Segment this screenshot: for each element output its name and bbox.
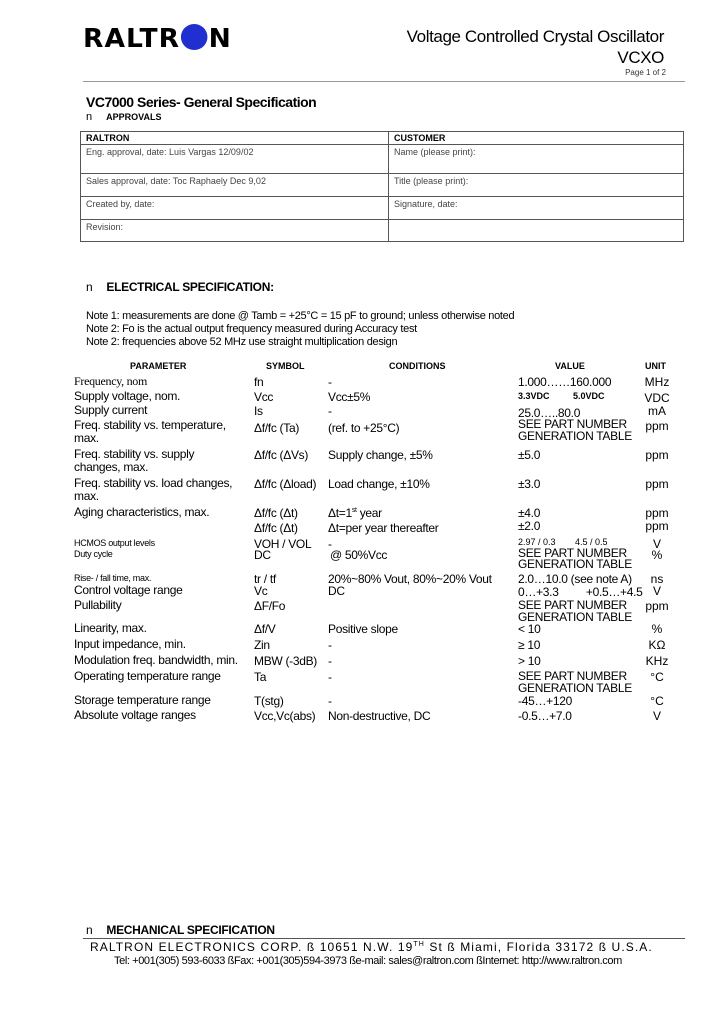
param-aging: Aging characteristics, max. [74, 505, 210, 519]
sym-aging-1: Δf/fc (Δt) [254, 506, 298, 520]
val-aging-1: ±4.0 [518, 506, 541, 520]
param-hcmos: HCMOS output levels [74, 538, 155, 548]
sym-supply-i: Is [254, 404, 263, 418]
table-row [81, 220, 684, 242]
footer-contact: Tel: +001(305) 593-6033 ßFax: +001(305)594-3973 ße-mail: sales@raltron.com ßInternet: http://www.raltron.com [114, 955, 622, 967]
param-rise: Rise- / fall time, max. [74, 573, 152, 583]
table-cell: Signature, date: [389, 197, 684, 220]
val-duty: SEE PART NUMBER GENERATION TABLE [518, 546, 632, 571]
val-supply-v-a: 3.3VDC [518, 391, 550, 401]
doc-header-subtitle: VCXO [617, 48, 664, 67]
page-title: VC7000 Series- General Specification [86, 94, 317, 110]
val-op-temp: SEE PART NUMBER GENERATION TABLE [518, 669, 632, 695]
param-freq-nom: Frequency, nom [74, 374, 148, 388]
cond-rise: 20%~80% Vout, 80%~20% Vout [328, 572, 492, 586]
unit-hcmos: V [652, 537, 661, 551]
val-zin: ≥ 10 [518, 638, 541, 652]
unit-ctrl-v: V [652, 584, 661, 598]
col-unit: UNIT [645, 361, 666, 371]
table-row [81, 197, 684, 220]
param-stab-load: Freq. stability vs. load changes, max. [74, 476, 233, 503]
note-3: Note 2: frequencies above 52 MHz use straight multiplication design [86, 336, 398, 348]
approvals-col-left: RALTRON [81, 132, 389, 145]
val-supply-v-b: 5.0VDC [573, 391, 605, 401]
unit-op-temp: °C [650, 670, 664, 684]
param-st-temp: Storage temperature range [74, 693, 211, 707]
col-value: VALUE [555, 361, 585, 371]
cond-zin: - [328, 638, 332, 652]
cond-stab-temp: (ref. to +25°C) [328, 421, 400, 435]
cond-aging-2: Δt=per year thereafter [328, 521, 439, 535]
table-cell: Name (please print): [389, 145, 684, 174]
sym-stab-supply: Δf/fc (ΔVs) [254, 448, 309, 462]
unit-pull: ppm [645, 599, 669, 613]
approvals-heading: n APPROVALS [86, 111, 162, 123]
sym-rise: tr / tf [254, 572, 276, 586]
val-freq-nom: 1.000……160.000 [518, 375, 612, 389]
param-stab-temp: Freq. stability vs. temperature, max. [74, 418, 226, 445]
cond-aging-1: Δt=1st year [328, 506, 382, 520]
doc-header-title: Voltage Controlled Crystal Oscillator [406, 27, 664, 46]
sym-supply-v: Vcc [254, 390, 274, 404]
cond-op-temp: - [328, 670, 332, 684]
cond-abs-v: Non-destructive, DC [328, 709, 431, 723]
cond-stab-load: Load change, ±10% [328, 477, 430, 491]
param-pull: Pullability [74, 598, 122, 612]
sym-pull: ΔF/Fo [254, 599, 286, 613]
val-mbw: > 10 [518, 654, 541, 668]
cond-st-temp: - [328, 694, 332, 708]
val-rise: 2.0…10.0 (see note A) [518, 572, 632, 586]
note-1: Note 1: measurements are done @ Tamb = +25°C = 15 pF to ground; unless otherwise noted [86, 310, 515, 322]
approvals-header-row [81, 132, 684, 145]
col-symbol: SYMBOL [266, 361, 305, 371]
cond-ctrl-v: DC [328, 584, 345, 598]
sym-duty: DC [254, 548, 271, 562]
val-pull: SEE PART NUMBER GENERATION TABLE [518, 598, 632, 624]
raltron-logo [83, 24, 231, 54]
cond-linear: Positive slope [328, 622, 398, 636]
unit-supply-i: mA [648, 404, 666, 418]
unit-linear: % [651, 622, 663, 636]
cond-supply-i: - [328, 404, 332, 418]
val-stab-supply: ±5.0 [518, 448, 541, 462]
note-2: Note 2: Fo is the actual output frequency measured during Accuracy test [86, 323, 417, 335]
cond-supply-v: Vcc±5% [328, 390, 371, 404]
mechanical-heading: n MECHANICAL SPECIFICATION [86, 923, 275, 937]
cond-freq-nom: - [328, 375, 332, 389]
unit-stab-supply: ppm [645, 448, 669, 462]
logo-text: RALTR N [83, 24, 232, 54]
val-stab-load: ±3.0 [518, 477, 541, 491]
unit-aging-2: ppm [645, 519, 669, 533]
table-cell: Revision: [81, 220, 389, 242]
unit-stab-load: ppm [645, 477, 669, 491]
logo-circle-icon [181, 24, 208, 50]
sym-st-temp: T(stg) [254, 694, 284, 708]
sym-mbw: MBW (-3dB) [254, 654, 318, 668]
unit-supply-v: VDC [644, 391, 670, 405]
sym-aging-2: Δf/fc (Δt) [254, 521, 298, 535]
sym-hcmos: VOH / VOL [254, 537, 312, 551]
param-supply-v: Supply voltage, nom. [74, 389, 181, 403]
param-stab-supply: Freq. stability vs. supply changes, max. [74, 447, 195, 474]
param-duty: Duty cycle [74, 549, 113, 559]
footer-divider [83, 938, 685, 939]
val-hcmos-b: 4.5 / 0.5 [575, 537, 608, 547]
page-info: Page 1 of 2 [625, 68, 666, 77]
unit-st-temp: °C [650, 694, 664, 708]
val-st-temp: -45…+120 [518, 694, 572, 708]
sym-ctrl-v: Vc [254, 584, 268, 598]
cond-duty: @ 50%Vcc [330, 548, 388, 562]
param-ctrl-v: Control voltage range [74, 583, 183, 597]
table-row [81, 145, 684, 174]
table-cell: Eng. approval, date: Luis Vargas 12/09/02 [81, 145, 389, 174]
col-conditions: CONDITIONS [389, 361, 446, 371]
val-hcmos-a: 2.97 / 0.3 [518, 537, 556, 547]
unit-rise: ns [650, 572, 664, 586]
sym-abs-v: Vcc,Vc(abs) [254, 709, 316, 723]
unit-zin: KΩ [648, 638, 666, 652]
sym-linear: Δf/V [254, 622, 276, 636]
cond-hcmos: - [328, 537, 332, 551]
sym-stab-load: Δf/fc (Δload) [254, 477, 317, 491]
table-cell: Title (please print): [389, 174, 684, 197]
param-abs-v: Absolute voltage ranges [74, 708, 196, 722]
table-cell [389, 220, 684, 242]
sym-stab-temp: Δf/fc (Ta) [254, 421, 300, 435]
header-divider [83, 81, 685, 82]
cond-stab-supply: Supply change, ±5% [328, 448, 433, 462]
footer-address: RALTRON ELECTRONICS CORP. ß 10651 N.W. 19TH St ß Miami, Florida 33172 ß U.S.A. [90, 940, 653, 954]
unit-aging-1: ppm [645, 506, 669, 520]
table-row [81, 174, 684, 197]
param-linear: Linearity, max. [74, 621, 147, 635]
val-stab-temp: SEE PART NUMBER GENERATION TABLE [518, 417, 632, 443]
val-aging-2: ±2.0 [518, 519, 541, 533]
table-cell: Sales approval, date: Toc Raphaely Dec 9,02 [81, 174, 389, 197]
val-ctrl-v: 0…+3.3 +0.5…+4.5 [518, 585, 643, 599]
unit-stab-temp: ppm [645, 419, 669, 433]
param-zin: Input impedance, min. [74, 637, 186, 651]
val-abs-v: -0.5…+7.0 [518, 709, 572, 723]
approvals-table [80, 131, 684, 242]
sym-zin: Zin [254, 638, 270, 652]
col-parameter: PARAMETER [130, 361, 187, 371]
cond-mbw: - [328, 654, 332, 668]
electrical-heading: n ELECTRICAL SPECIFICATION: [86, 280, 274, 294]
param-op-temp: Operating temperature range [74, 669, 221, 683]
unit-duty: % [651, 548, 663, 562]
param-mbw: Modulation freq. bandwidth, min. [74, 653, 238, 667]
param-supply-i: Supply current [74, 403, 148, 417]
approvals-col-right: CUSTOMER [389, 132, 684, 145]
unit-mbw: KHz [645, 654, 669, 668]
sym-freq-nom: fn [254, 375, 264, 389]
sym-op-temp: Ta [254, 670, 267, 684]
val-linear: < 10 [518, 622, 541, 636]
unit-freq-nom: MHz [644, 375, 670, 389]
val-supply-i: 25.0…..80.0 [518, 406, 581, 420]
table-cell: Created by, date: [81, 197, 389, 220]
unit-abs-v: V [652, 709, 661, 723]
